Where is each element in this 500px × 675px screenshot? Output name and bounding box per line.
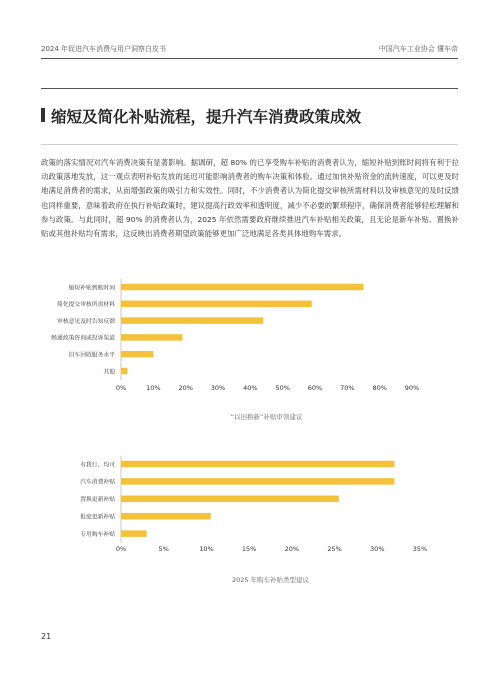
chart1-tick-label: 0% (115, 384, 127, 392)
chart2-tick-label: 0% (115, 545, 127, 553)
chart1-tick-label: 60% (307, 384, 323, 392)
chart2-tick-label: 5% (158, 545, 169, 553)
chart1-tick-label: 40% (243, 384, 258, 392)
chart1-bar (121, 301, 312, 308)
chart2-tick-label: 35% (412, 545, 428, 553)
chart2-tick-label: 25% (327, 545, 342, 553)
chart1-category-label: 畅通政策咨询或投诉渠道 (51, 335, 115, 342)
chart1-bar (121, 351, 153, 358)
chart2-tick-label: 20% (284, 545, 300, 553)
chart1-category-label: 审核意见及时告知反馈 (57, 318, 115, 325)
chart2-category-label: 报废更新补贴 (80, 514, 115, 521)
chart1-tick-label: 70% (340, 384, 355, 392)
chart1-tick-label: 30% (210, 384, 226, 392)
chart2-bar (121, 478, 394, 485)
chart1-title: “以旧换新”补贴审领建议 (230, 413, 303, 421)
chart1-bar (121, 334, 182, 341)
header-publisher: 中国汽车工业协会 懂车帝 (378, 45, 458, 53)
header-title: 2024 年促进汽车消费与用户洞察白皮书 (41, 45, 167, 53)
body-paragraph: 政策的落实情况对汽车消费决策有显著影响。据调研，超 80% 的已享受购车补贴的消费者认为，缩短补贴到账时间将有利于拉动政策落地发放，这一观点表明补贴发放的延迟可能影响消费者的购车决策和体验。通过加快补贴资金的流转速度，可以更及时地满足消费者的需求，从而增强政策的吸引力和实效性。同时，不少消费者认为简化提交审核所需材料以及审核意见的及时反馈也同样重要，意味着政府在执行补贴政策时，建议提高行政效率和透明度，减少不必要的繁琐程序，确保消费者能够轻松理解和参与政策。与此同时，超 90% 的消费者认为，2025 年依然需要政府继续推进汽车补贴相关政策，且无论是新车补贴、置换补贴或其他补贴均有需求，这反映出消费者期望政策能够更加广泛地满足各类具体地购车需求。 (41, 158, 459, 239)
chart2-category-label: 汽车消费补贴 (80, 479, 115, 486)
chart2-tick-label: 15% (241, 545, 257, 553)
chart1-bar (121, 317, 263, 324)
chart2-bar (121, 496, 339, 503)
chart1-tick-label: 90% (404, 384, 420, 392)
chart2-tick-label: 30% (370, 545, 385, 553)
chart1-tick-label: 20% (178, 384, 193, 392)
chart2-category-label: 有我行、均可 (80, 462, 115, 469)
chart1-category-label: 旧车回收服务水平 (68, 352, 115, 359)
chart1-category-label: 缩短补贴到账时间 (68, 285, 115, 292)
page-number: 21 (41, 632, 52, 641)
chart1-category-label: 简化提交审核所需材料 (57, 302, 115, 309)
chart1-tick-label: 10% (146, 384, 161, 392)
chart2-title: 2025 年购车补贴类型建议 (231, 576, 310, 584)
chart2-category-label: 置换更新补贴 (80, 497, 115, 504)
chart1-bar (121, 284, 364, 291)
chart2-tick-label: 10% (199, 545, 214, 553)
chart2-category-label: 专用购车补贴 (80, 531, 115, 538)
chart1-tick-label: 50% (275, 384, 290, 392)
chart2-bar (121, 461, 394, 468)
chart1-bar (121, 368, 127, 375)
section-title: 缩短及简化补贴流程，提升汽车消费政策成效 (51, 108, 362, 126)
chart2-bar (121, 513, 211, 520)
chart1-tick-label: 80% (372, 384, 387, 392)
chart2-bar (121, 530, 147, 537)
chart1-category-label: 其他 (103, 369, 115, 376)
